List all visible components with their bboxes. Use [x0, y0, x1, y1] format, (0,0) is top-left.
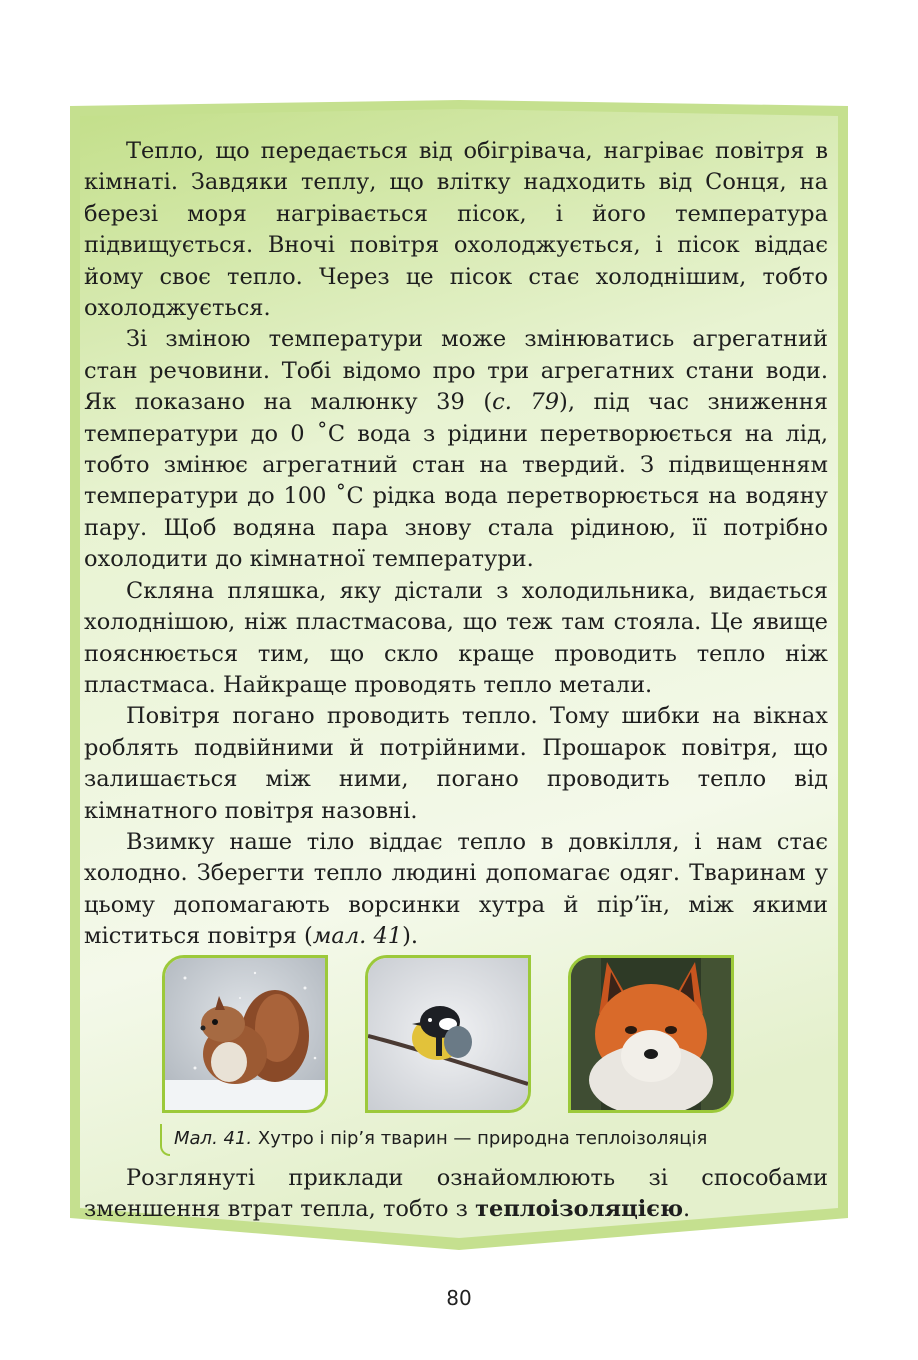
- figure-41-photos: [162, 955, 740, 1117]
- squirrel-photo: [162, 955, 328, 1113]
- caption-text: Хутро і пір’я тварин — природна теплоізоляція: [257, 1128, 708, 1149]
- closing-text: [84, 1163, 828, 1226]
- paragraph-5: Взимку наше тіло віддає тепло в довкілля, і нам стає холодно. Зберегти тепло людині допомагає одяг. Тваринам у цьому допомагають ворсинки хутра й пір’їн, між якими міститься повітря (мал. 41).: [84, 828, 828, 950]
- body-text: [84, 136, 828, 953]
- figure-caption: [160, 1122, 760, 1156]
- paragraph-2: Зі зміною температури може змінюватись агрегатний стан речовини. Тобі відомо про три агрегатних стани води. Як показано на малюнку 39 (с. 79), під час зниження температури до 0 ˚С вода з рідини перетворюється на лід, тобто змінює агрегатний стан на твердий. З підвищенням температури до 100 ˚С рідка вода перетворюється на водяну пару. Щоб водяна пара знову стала рідиною, її потрібно охолодити до кімнатної температури.: [84, 326, 829, 573]
- figure-reference: мал. 41: [312, 923, 403, 950]
- paragraph-4: Повітря погано проводить тепло. Тому шибки на вікнах роблять подвійними й потрійними. Прошарок повітря, що залишається між ними, погано проводить тепло від кімнатного повітря назовні.: [84, 703, 828, 824]
- page-reference: с. 79: [492, 389, 560, 416]
- caption-bracket: [160, 1124, 170, 1156]
- paragraph-1: Тепло, що передається від обігрівача, нагріває повітря в кімнаті. Завдяки теплу, що влітку надходить від Сонця, на березі моря нагрівається пісок, і його температура підвищується. Вночі повітря охолоджується, і пісок віддає йому своє тепло. Через це пісок стає холоднішим, тобто охолоджується.: [84, 138, 828, 322]
- page-number: 80: [446, 1286, 472, 1310]
- key-term: теплоізоляцією: [475, 1196, 684, 1223]
- figure-label: Мал. 41.: [174, 1128, 253, 1149]
- closing-paragraph: Розглянуті приклади ознайомлюють зі способами зменшення втрат тепла, тобто з теплоізоляцією.: [84, 1165, 828, 1223]
- paragraph-3: Скляна пляшка, яку дістали з холодильника, видається холоднішою, ніж пластмасова, що теж там стояла. Це явище пояснюється тим, що скло краще проводить тепло ніж пластмаса. Найкраще проводять тепло метали.: [84, 577, 828, 698]
- titmouse-photo: [365, 955, 531, 1113]
- fox-photo: [568, 955, 734, 1113]
